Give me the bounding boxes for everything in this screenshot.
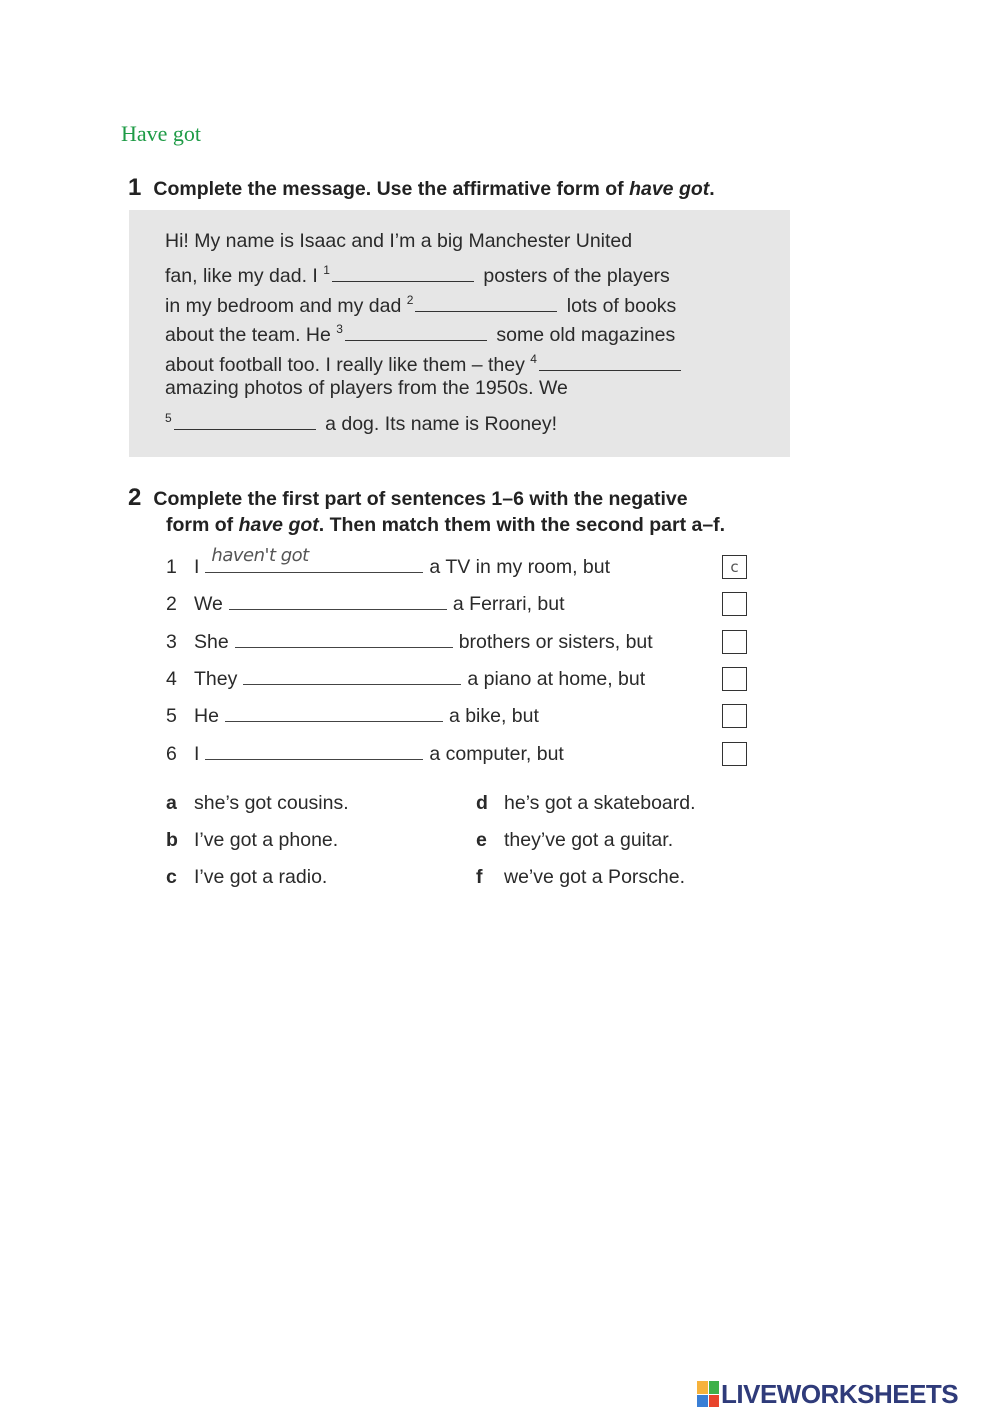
gap-5-input[interactable] <box>174 411 316 430</box>
option-letter: c <box>166 866 177 888</box>
row-text: a Ferrari, but <box>452 593 565 615</box>
option-f <box>476 866 685 889</box>
match-box-2[interactable] <box>722 592 747 616</box>
row-text: a TV in my room, but <box>429 556 611 578</box>
row-number: 1 <box>166 556 177 578</box>
message-text: in my bedroom and my dad <box>165 295 407 317</box>
message-text: some old magazines <box>490 324 676 346</box>
liveworksheets-logo[interactable] <box>697 1379 958 1409</box>
option-letter: b <box>166 829 178 851</box>
match-box-3[interactable] <box>722 630 747 654</box>
row-text: a bike, but <box>448 705 539 727</box>
option-text: I’ve got a radio. <box>194 866 328 888</box>
row-subject: I <box>194 556 200 578</box>
row-number: 3 <box>166 631 177 653</box>
row-subject: They <box>194 668 238 690</box>
match-box-5[interactable] <box>722 704 747 728</box>
option-text: they’ve got a guitar. <box>504 829 674 851</box>
row-number: 4 <box>166 668 177 690</box>
answer-input-4[interactable] <box>243 664 461 685</box>
message-line <box>165 226 632 256</box>
sentence-row-6 <box>166 739 564 769</box>
message-text: amazing photos of players from the 1950s. We <box>165 377 568 399</box>
option-text: he’s got a skateboard. <box>504 792 696 814</box>
handwritten-answer: haven't got <box>211 545 309 566</box>
option-text: I’ve got a phone. <box>194 829 339 851</box>
exercise-2-heading-line2 <box>166 514 725 537</box>
message-text: posters of the players <box>477 265 670 287</box>
answer-input-1[interactable] <box>205 545 423 573</box>
sentence-row-5 <box>166 701 539 731</box>
option-c <box>166 866 327 889</box>
row-text: a computer, but <box>429 743 564 765</box>
gap-3-input[interactable] <box>345 322 487 341</box>
instruction-text: Complete the message. Use the affirmative form of <box>153 178 630 200</box>
gap-number: 1 <box>323 263 330 277</box>
option-letter: e <box>476 829 487 851</box>
instruction-text: Complete the first part of sentences 1–6 with the negative <box>153 488 688 510</box>
row-subject: He <box>194 705 219 727</box>
message-text: about football too. I really like them – they <box>165 354 531 376</box>
match-box-4[interactable] <box>722 667 747 691</box>
instruction-end: . <box>709 178 715 200</box>
message-line <box>165 373 568 403</box>
message-text: a dog. Its name is Rooney! <box>319 413 558 435</box>
exercise-1-heading <box>128 172 715 205</box>
option-text: she’s got cousins. <box>194 792 349 814</box>
answer-input-2[interactable] <box>229 589 447 610</box>
message-text: fan, like my dad. I <box>165 265 324 287</box>
sentence-row-3 <box>166 627 653 657</box>
gap-number: 2 <box>406 293 414 307</box>
exercise-number: 1 <box>128 174 142 201</box>
gap-number: 5 <box>165 411 172 425</box>
option-e <box>476 829 673 852</box>
option-letter: f <box>476 866 483 888</box>
message-text: about the team. He <box>165 324 337 346</box>
option-a <box>166 792 349 815</box>
row-number: 2 <box>166 593 177 615</box>
exercise-number: 2 <box>128 484 142 511</box>
message-text: lots of books <box>561 295 677 317</box>
answer-input-5[interactable] <box>225 701 443 722</box>
option-text: we’ve got a Porsche. <box>504 866 686 888</box>
instruction-emphasis: have got <box>238 514 319 536</box>
gap-number: 3 <box>336 322 343 336</box>
exercise-2-heading <box>128 482 688 515</box>
sentence-row-4 <box>166 664 645 694</box>
option-d <box>476 792 696 815</box>
logo-mark-icon <box>697 1381 719 1407</box>
page-title: Have got <box>121 121 202 146</box>
gap-1-input[interactable] <box>332 263 474 282</box>
gap-4-input[interactable] <box>539 352 681 371</box>
message-text: Hi! My name is Isaac and I’m a big Manchester United <box>165 230 633 252</box>
gap-number: 4 <box>530 352 537 366</box>
instruction-text: form of <box>166 514 239 536</box>
answer-input-6[interactable] <box>205 739 423 760</box>
row-subject: We <box>194 593 223 615</box>
option-b <box>166 829 338 852</box>
gap-2-input[interactable] <box>415 293 557 312</box>
row-number: 6 <box>166 743 177 765</box>
option-letter: a <box>166 792 177 814</box>
message-line <box>165 403 557 439</box>
row-subject: She <box>194 631 229 653</box>
answer-input-3[interactable] <box>235 627 453 648</box>
instruction-text: . Then match them with the second part a–f. <box>318 514 726 536</box>
match-box-6[interactable] <box>722 742 747 766</box>
row-number: 5 <box>166 705 177 727</box>
option-letter: d <box>476 792 488 814</box>
sentence-row-1 <box>166 545 611 582</box>
sentence-row-2 <box>166 589 565 619</box>
row-text: brothers or sisters, but <box>458 631 653 653</box>
logo-text: LIVEWORKSHEETS <box>721 1378 959 1409</box>
instruction-emphasis: have got <box>629 178 710 200</box>
row-subject: I <box>194 743 200 765</box>
row-text: a piano at home, but <box>467 668 646 690</box>
match-box-1[interactable]: c <box>722 555 747 579</box>
